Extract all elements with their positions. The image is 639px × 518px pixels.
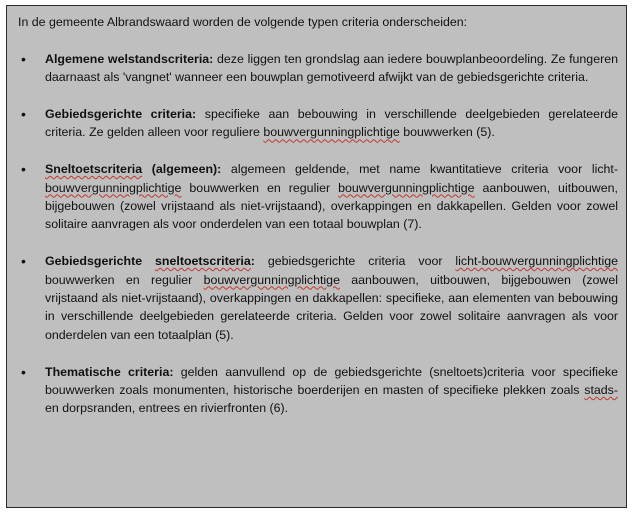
spellcheck-word: bouwvergunningplichtige xyxy=(338,180,475,195)
item-text: bouwwerken (5). xyxy=(399,125,495,140)
list-item-algemene-welstandscriteria xyxy=(18,50,618,87)
spellcheck-word: bouwvergunningplichtige xyxy=(45,180,182,195)
list-item-sneltoetscriteria xyxy=(18,160,618,234)
item-title: Gebiedsgerichte sneltoetscriteria: xyxy=(45,254,255,269)
spellcheck-word: licht-bouwvergunningplichtige xyxy=(455,254,618,269)
item-title: Thematische criteria: xyxy=(45,364,174,379)
item-title: Algemene welstandscriteria: xyxy=(45,51,214,66)
spellcheck-word: bouwvergunningplichtige xyxy=(203,272,340,287)
item-title: Sneltoetscriteria (algemeen): xyxy=(45,162,222,177)
item-text: bouwwerken en regulier xyxy=(45,272,204,287)
list-item-thematische-criteria xyxy=(18,363,618,418)
item-text: deze liggen ten grondslag aan iedere bouwplanbeoordeling. Ze fungeren daarnaast als 'vangnet' wanneer een bouwplan gemotiveerd afwijkt van de gebiedsgerichte criteria. xyxy=(45,51,618,85)
intro-paragraph: In de gemeente Albrandswaard worden de volgende typen criteria onderscheiden: xyxy=(18,15,468,29)
list-item-gebiedsgerichte-criteria xyxy=(18,105,618,142)
list-item-gebiedsgerichte-sneltoetscriteria xyxy=(18,252,618,344)
item-text: en dorpsranden, entrees en rivierfronten (6). xyxy=(45,401,289,416)
item-text: bouwwerken en regulier xyxy=(181,180,339,195)
item-text: aanbouwen, uitbouwen, bijgebouwen (zowel vrijstaand als niet-vrijstaand), overkappingen en dakkapellen: specifieke, aan elementen van bebouwing in verschillende deelgebieden gerelateerde criteria. Gelden voor zowel solitaire aanvragen als voor onderdelen van een totaalplan (5). xyxy=(45,272,618,342)
spellcheck-word: stads- xyxy=(584,383,618,398)
criteria-list xyxy=(18,50,618,418)
item-text: aanbouwen, uitbouwen, bijgebouwen (zowel vrijstaand als niet-vrijstaand), overkappingen en dakkapellen. Gelden voor zowel solitaire aanvragen als voor onderdelen van een totaal bouwplan (7). xyxy=(45,180,618,232)
item-text: gelden aanvullend op de gebiedsgerichte (sneltoets)criteria voor specifieke bouwwerken zoals monumenten, historische boerderijen en masten of specifieke plekken zoals xyxy=(45,364,618,398)
item-text: gebiedsgerichte criteria voor xyxy=(254,254,456,269)
criteria-text-box xyxy=(6,5,627,508)
item-title: Gebiedsgerichte criteria: xyxy=(45,107,197,121)
item-text: specifieke aan bebouwing in verschillende deelgebieden gerelateerde criteria. Ze gelden alleen voor reguliere xyxy=(45,107,618,140)
spellcheck-word: bouwvergunningplichtige xyxy=(263,125,400,140)
item-text: algemeen geldende, met name kwantitatieve criteria voor licht- xyxy=(221,162,618,177)
